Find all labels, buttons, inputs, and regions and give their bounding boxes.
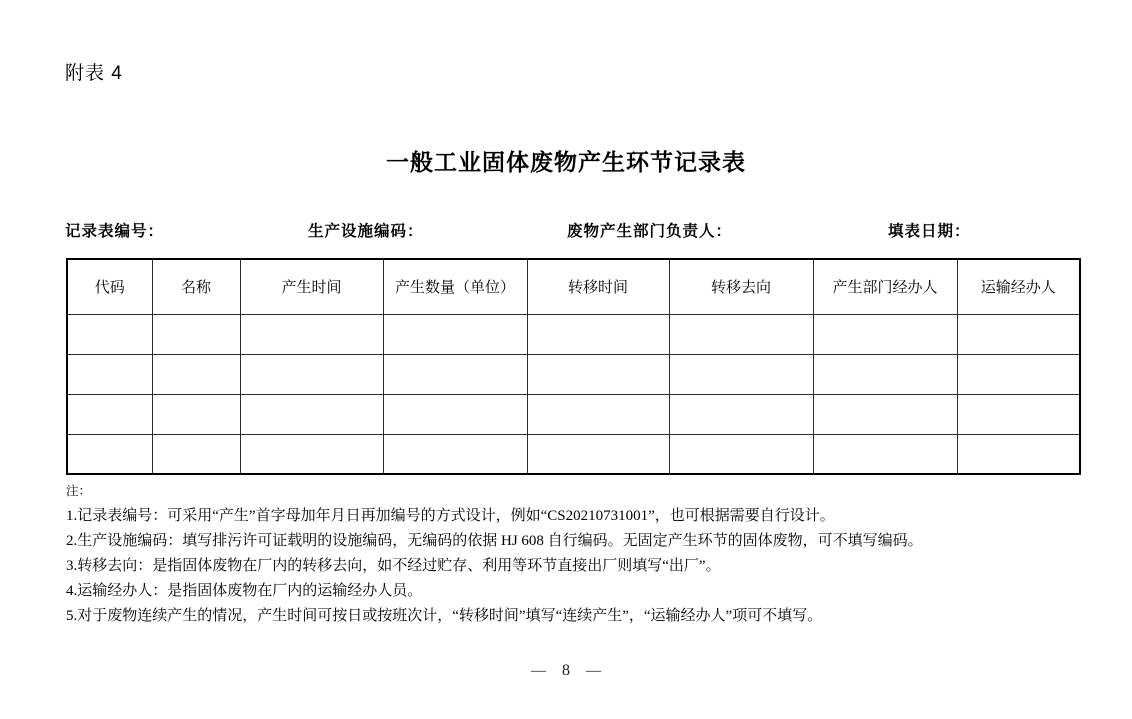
table-cell: [152, 314, 240, 354]
column-header-generation-handler: 产生部门经办人: [813, 259, 957, 314]
table-cell: [957, 314, 1080, 354]
table-body: [67, 314, 1080, 474]
table-cell: [669, 394, 813, 434]
form-header-row: [65, 219, 1080, 241]
table-cell: [957, 434, 1080, 474]
column-header-transport-handler: 运输经办人: [957, 259, 1080, 314]
column-header-generation-time: 产生时间: [240, 259, 383, 314]
column-header-code: 代码: [67, 259, 152, 314]
notes-section: [66, 481, 1116, 629]
table-cell: [240, 354, 383, 394]
table-cell: [383, 394, 527, 434]
table-row: [67, 314, 1080, 354]
table-cell: [240, 394, 383, 434]
table-cell: [813, 354, 957, 394]
column-header-transfer-time: 转移时间: [527, 259, 669, 314]
table-cell: [813, 314, 957, 354]
note-item-1: 1.记录表编号：可采用“产生”首字母加年月日再加编号的方式设计，例如“CS20210731001”，也可根据需要自行设计。: [66, 508, 835, 524]
table-cell: [957, 394, 1080, 434]
table-cell: [669, 314, 813, 354]
table-cell: [67, 314, 152, 354]
table-cell: [527, 314, 669, 354]
table-cell: [383, 354, 527, 394]
facility-code-label: 生产设施编码：: [308, 223, 424, 240]
notes-label: 注：: [66, 484, 92, 498]
page-number: 8: [562, 662, 570, 679]
table-cell: [669, 354, 813, 394]
note-item-5: 5.对于废物连续产生的情况，产生时间可按日或按班次计，“转移时间”填写“连续产生”，“运输经办人”项可不填写。: [66, 608, 823, 624]
table-cell: [67, 394, 152, 434]
table-cell: [240, 314, 383, 354]
department-head-label: 废物产生部门负责人：: [567, 223, 733, 240]
fill-date-label: 填表日期：: [888, 223, 971, 240]
table-cell: [152, 354, 240, 394]
table-cell: [67, 434, 152, 474]
table-cell: [813, 394, 957, 434]
table-header-row: [67, 259, 1080, 314]
table-cell: [152, 434, 240, 474]
table-cell: [152, 394, 240, 434]
table-cell: [813, 434, 957, 474]
footer-dash-right: —: [586, 662, 601, 679]
appendix-label: 附表 4: [65, 63, 123, 84]
table-row: [67, 354, 1080, 394]
note-item-3: 3.转移去向：是指固体废物在厂内的转移去向，如不经过贮存、利用等环节直接出厂则填写“出厂”。: [66, 558, 721, 574]
table-cell: [240, 434, 383, 474]
footer-dash-left: —: [531, 662, 546, 679]
page-title: 一般工业固体废物产生环节记录表: [386, 149, 746, 175]
record-number-label: 记录表编号：: [65, 223, 165, 240]
column-header-generation-quantity: 产生数量（单位）: [383, 259, 527, 314]
table-cell: [383, 314, 527, 354]
table-cell: [383, 434, 527, 474]
table-row: [67, 394, 1080, 434]
note-item-4: 4.运输经办人：是指固体废物在厂内的运输经办人员。: [66, 583, 423, 599]
table-cell: [67, 354, 152, 394]
table-cell: [669, 434, 813, 474]
table-cell: [527, 394, 669, 434]
table-cell: [527, 354, 669, 394]
waste-record-table: [66, 258, 1081, 475]
table-cell: [527, 434, 669, 474]
note-item-2: 2.生产设施编码：填写排污许可证载明的设施编码，无编码的依据 HJ 608 自行编码。无固定产生环节的固体废物，可不填写编码。: [66, 533, 923, 549]
column-header-transfer-destination: 转移去向: [669, 259, 813, 314]
page-footer: [0, 662, 1132, 680]
column-header-name: 名称: [152, 259, 240, 314]
table-row: [67, 434, 1080, 474]
table-cell: [957, 354, 1080, 394]
